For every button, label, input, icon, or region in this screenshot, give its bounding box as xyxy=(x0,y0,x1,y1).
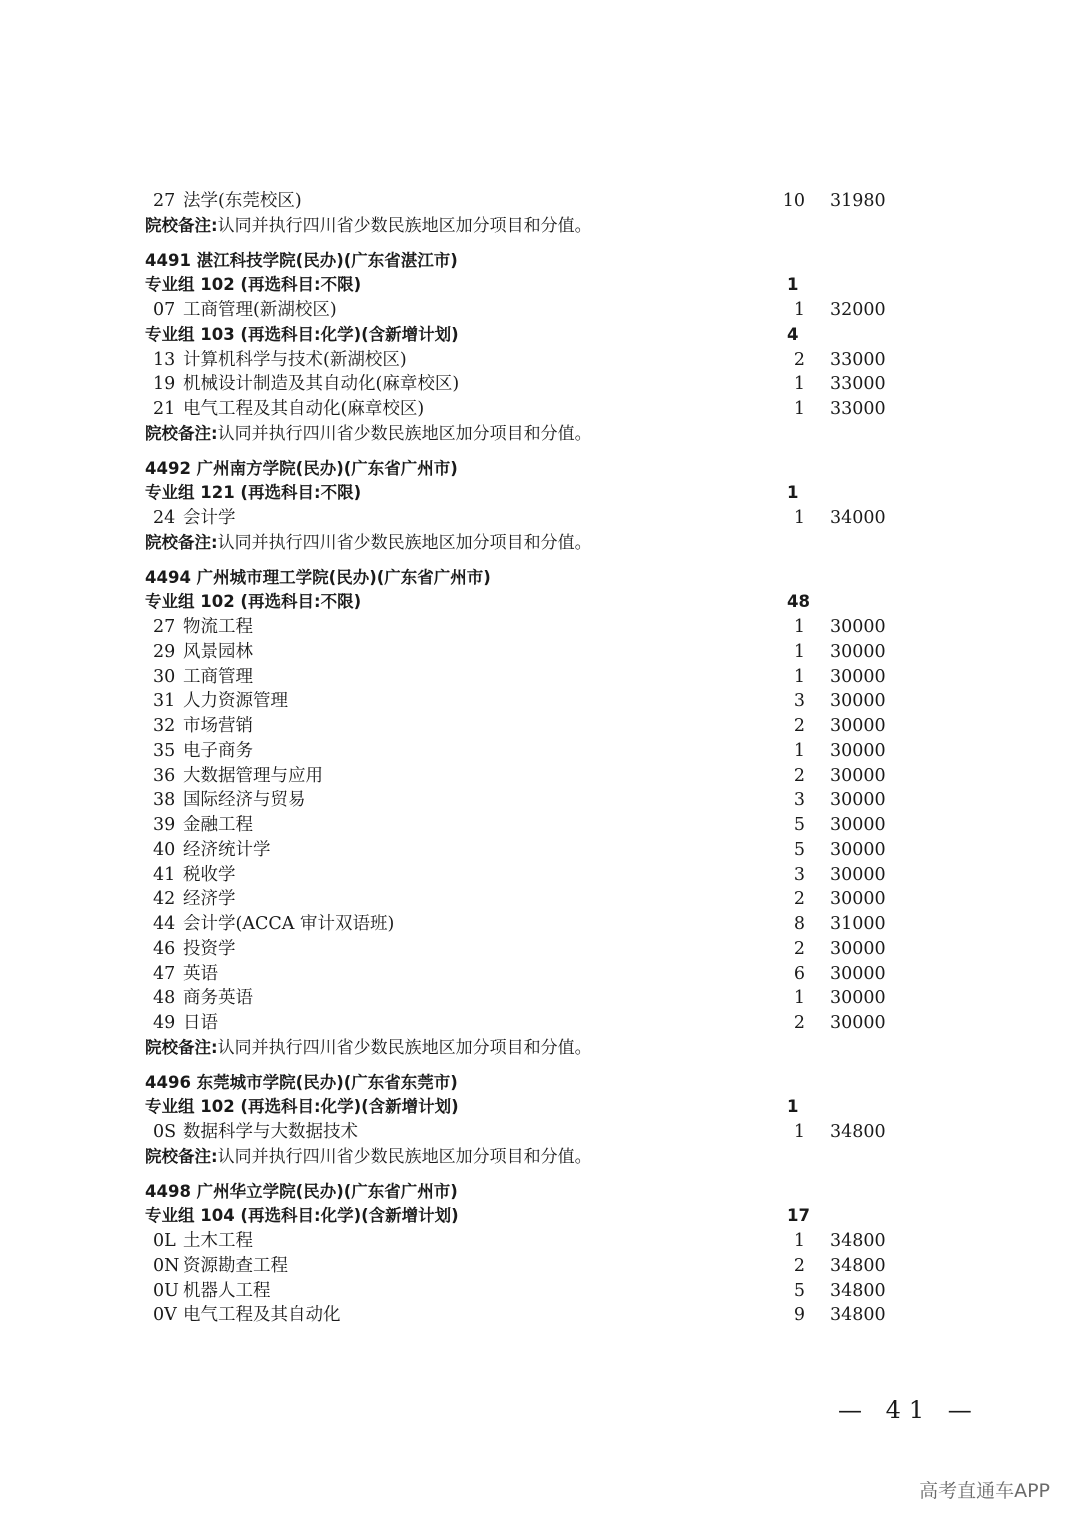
major-row xyxy=(145,986,905,1011)
major-row xyxy=(145,1011,905,1036)
group-label: 专业组 102 (再选科目:化学)(含新增计划) xyxy=(145,1097,459,1117)
major-group-header xyxy=(145,481,905,506)
major-code: 35 xyxy=(153,740,176,761)
school-note xyxy=(145,422,905,447)
major-name: 税收学 xyxy=(183,864,236,885)
major-group-header xyxy=(145,1204,905,1229)
major-row xyxy=(145,1254,905,1279)
tuition-fee: 30000 xyxy=(830,617,886,637)
major-row xyxy=(145,506,905,531)
group-count: 1 xyxy=(787,1097,799,1117)
group-label: 专业组 102 (再选科目:不限) xyxy=(145,592,362,612)
plan-count: 8 xyxy=(793,914,805,934)
major-name: 经济学 xyxy=(183,889,236,910)
plan-count: 2 xyxy=(793,349,805,370)
tuition-fee: 32000 xyxy=(830,300,886,320)
school-note xyxy=(145,214,905,239)
major-row xyxy=(145,665,905,690)
plan-count: 1 xyxy=(793,988,805,1009)
major-name: 资源勘查工程 xyxy=(183,1255,288,1276)
major-code: 27 xyxy=(153,617,176,637)
tuition-fee: 30000 xyxy=(830,1013,886,1033)
major-name: 电气工程及其自动化(麻章校区) xyxy=(183,399,425,419)
major-row xyxy=(145,887,905,912)
plan-count: 9 xyxy=(793,1305,805,1326)
school-note xyxy=(145,531,905,556)
plan-count: 5 xyxy=(793,815,805,835)
note-label: 院校备注: xyxy=(145,215,218,235)
tuition-fee: 34800 xyxy=(830,1255,886,1276)
note-text: 认同并执行四川省少数民族地区加分项目和分值。 xyxy=(217,1146,592,1167)
note-text: 认同并执行四川省少数民族地区加分项目和分值。 xyxy=(217,215,592,236)
major-name: 机器人工程 xyxy=(183,1280,271,1301)
plan-count: 5 xyxy=(793,1280,805,1301)
major-code: 21 xyxy=(153,399,176,419)
major-row xyxy=(145,739,905,764)
tuition-fee: 30000 xyxy=(830,815,886,835)
major-row xyxy=(145,1303,905,1328)
major-name: 法学(东莞校区) xyxy=(183,191,302,211)
tuition-fee: 30000 xyxy=(830,666,886,687)
major-code: 48 xyxy=(153,988,176,1009)
major-name: 工商管理(新湖校区) xyxy=(183,300,337,320)
plan-count: 1 xyxy=(793,740,805,761)
plan-count: 1 xyxy=(793,399,805,419)
school-note xyxy=(145,1145,905,1170)
plan-count: 2 xyxy=(793,716,805,736)
plan-count: 2 xyxy=(793,765,805,786)
major-code: 40 xyxy=(153,839,176,860)
major-name: 电子商务 xyxy=(183,740,253,761)
major-code: 29 xyxy=(153,641,176,662)
major-row xyxy=(145,764,905,789)
major-code: 30 xyxy=(153,666,176,687)
note-label: 院校备注: xyxy=(145,1037,218,1057)
plan-count: 1 xyxy=(793,300,805,320)
major-row xyxy=(145,838,905,863)
note-label: 院校备注: xyxy=(145,532,218,552)
major-name: 英语 xyxy=(183,963,218,984)
major-name: 商务英语 xyxy=(183,988,253,1009)
enrollment-listing xyxy=(145,189,905,1328)
major-name: 经济统计学 xyxy=(183,839,271,860)
plan-count: 1 xyxy=(793,617,805,637)
tuition-fee: 31980 xyxy=(830,191,886,211)
tuition-fee: 30000 xyxy=(830,889,886,910)
plan-count: 1 xyxy=(793,374,805,395)
tuition-fee: 34800 xyxy=(830,1122,886,1142)
tuition-fee: 30000 xyxy=(830,963,886,984)
group-count: 48 xyxy=(787,592,810,612)
major-group-header xyxy=(145,323,905,348)
major-row xyxy=(145,689,905,714)
major-code: 44 xyxy=(153,914,176,934)
major-row xyxy=(145,788,905,813)
group-count: 1 xyxy=(787,275,799,295)
major-name: 工商管理 xyxy=(183,666,253,687)
major-row xyxy=(145,348,905,373)
watermark: 高考直通车APP xyxy=(919,1480,1050,1502)
plan-count: 3 xyxy=(793,691,805,712)
tuition-fee: 33000 xyxy=(830,399,886,419)
major-name: 土木工程 xyxy=(183,1231,253,1251)
group-count: 1 xyxy=(787,483,799,503)
plan-count: 1 xyxy=(793,1122,805,1142)
tuition-fee: 30000 xyxy=(830,716,886,736)
major-name: 会计学 xyxy=(183,508,236,528)
tuition-fee: 30000 xyxy=(830,864,886,885)
major-code: 13 xyxy=(153,349,176,370)
note-label: 院校备注: xyxy=(145,1146,218,1166)
tuition-fee: 34800 xyxy=(830,1305,886,1326)
school-header: 4491 湛江科技学院(民办)(广东省湛江市) xyxy=(145,250,458,270)
major-code: 0U xyxy=(153,1280,179,1301)
tuition-fee: 30000 xyxy=(830,691,886,712)
major-code: 41 xyxy=(153,864,176,885)
major-code: 07 xyxy=(153,300,176,320)
major-code: 38 xyxy=(153,790,176,811)
major-code: 27 xyxy=(153,191,176,211)
major-row xyxy=(145,1120,905,1145)
major-row xyxy=(145,1229,905,1254)
major-name: 国际经济与贸易 xyxy=(183,790,306,811)
note-text: 认同并执行四川省少数民族地区加分项目和分值。 xyxy=(217,423,592,444)
group-count: 4 xyxy=(787,324,799,344)
tuition-fee: 30000 xyxy=(830,938,886,959)
major-row xyxy=(145,962,905,987)
major-name: 日语 xyxy=(183,1013,218,1033)
major-code: 0L xyxy=(153,1231,176,1251)
major-name: 数据科学与大数据技术 xyxy=(183,1122,358,1142)
plan-count: 5 xyxy=(793,839,805,860)
group-label: 专业组 103 (再选科目:化学)(含新增计划) xyxy=(145,324,459,344)
major-code: 42 xyxy=(153,889,176,910)
major-code: 46 xyxy=(153,938,176,959)
major-code: 39 xyxy=(153,815,176,835)
tuition-fee: 30000 xyxy=(830,839,886,860)
major-code: 32 xyxy=(153,716,176,736)
major-name: 风景园林 xyxy=(183,641,253,662)
note-text: 认同并执行四川省少数民族地区加分项目和分值。 xyxy=(217,532,592,553)
tuition-fee: 34800 xyxy=(830,1280,886,1301)
major-code: 0S xyxy=(153,1122,177,1142)
major-row xyxy=(145,912,905,937)
group-label: 专业组 102 (再选科目:不限) xyxy=(145,275,362,295)
major-name: 人力资源管理 xyxy=(183,691,288,712)
major-code: 0N xyxy=(153,1255,180,1276)
group-label: 专业组 104 (再选科目:化学)(含新增计划) xyxy=(145,1206,459,1226)
major-group-header xyxy=(145,590,905,615)
major-row xyxy=(145,937,905,962)
plan-count: 2 xyxy=(793,938,805,959)
major-name: 大数据管理与应用 xyxy=(183,765,323,786)
tuition-fee: 30000 xyxy=(830,790,886,811)
major-name: 计算机科学与技术(新湖校区) xyxy=(183,349,407,370)
group-label: 专业组 121 (再选科目:不限) xyxy=(145,483,362,503)
major-group-header xyxy=(145,273,905,298)
tuition-fee: 34000 xyxy=(830,508,886,528)
tuition-fee: 33000 xyxy=(830,374,886,395)
tuition-fee: 30000 xyxy=(830,641,886,662)
major-name: 会计学(ACCA 审计双语班) xyxy=(183,914,395,934)
plan-count: 1 xyxy=(793,508,805,528)
major-code: 47 xyxy=(153,963,176,984)
major-code: 36 xyxy=(153,765,176,786)
major-row xyxy=(145,640,905,665)
major-name: 物流工程 xyxy=(183,617,253,637)
school-header: 4494 广州城市理工学院(民办)(广东省广州市) xyxy=(145,567,491,587)
major-code: 19 xyxy=(153,374,176,395)
major-row xyxy=(145,189,905,214)
major-name: 金融工程 xyxy=(183,815,253,835)
plan-count: 3 xyxy=(793,864,805,885)
plan-count: 2 xyxy=(793,1255,805,1276)
plan-count: 6 xyxy=(793,963,805,984)
plan-count: 1 xyxy=(793,1231,805,1251)
tuition-fee: 33000 xyxy=(830,349,886,370)
tuition-fee: 30000 xyxy=(830,988,886,1009)
major-row xyxy=(145,813,905,838)
major-row xyxy=(145,397,905,422)
plan-count: 2 xyxy=(793,1013,805,1033)
major-name: 机械设计制造及其自动化(麻章校区) xyxy=(183,374,460,395)
major-code: 49 xyxy=(153,1013,176,1033)
major-row xyxy=(145,372,905,397)
major-name: 电气工程及其自动化 xyxy=(183,1305,341,1326)
plan-count: 3 xyxy=(793,790,805,811)
major-row xyxy=(145,298,905,323)
plan-count: 10 xyxy=(782,191,805,211)
major-row xyxy=(145,863,905,888)
major-group-header xyxy=(145,1095,905,1120)
note-text: 认同并执行四川省少数民族地区加分项目和分值。 xyxy=(217,1037,592,1058)
group-count: 17 xyxy=(787,1206,810,1226)
tuition-fee: 30000 xyxy=(830,740,886,761)
major-row xyxy=(145,615,905,640)
tuition-fee: 34800 xyxy=(830,1231,886,1251)
major-row xyxy=(145,1279,905,1304)
major-code: 31 xyxy=(153,691,176,712)
tuition-fee: 30000 xyxy=(830,765,886,786)
major-name: 市场营销 xyxy=(183,716,253,736)
major-code: 0V xyxy=(153,1305,177,1326)
note-label: 院校备注: xyxy=(145,423,218,443)
school-note xyxy=(145,1036,905,1061)
major-row xyxy=(145,714,905,739)
school-header: 4498 广州华立学院(民办)(广东省广州市) xyxy=(145,1181,458,1201)
school-header: 4496 东莞城市学院(民办)(广东省东莞市) xyxy=(145,1072,458,1092)
major-name: 投资学 xyxy=(183,938,236,959)
plan-count: 1 xyxy=(793,641,805,662)
major-code: 24 xyxy=(153,508,176,528)
plan-count: 2 xyxy=(793,889,805,910)
school-header: 4492 广州南方学院(民办)(广东省广州市) xyxy=(145,458,458,478)
plan-count: 1 xyxy=(793,666,805,687)
tuition-fee: 31000 xyxy=(830,914,886,934)
page-number: — 41 — xyxy=(838,1396,980,1424)
